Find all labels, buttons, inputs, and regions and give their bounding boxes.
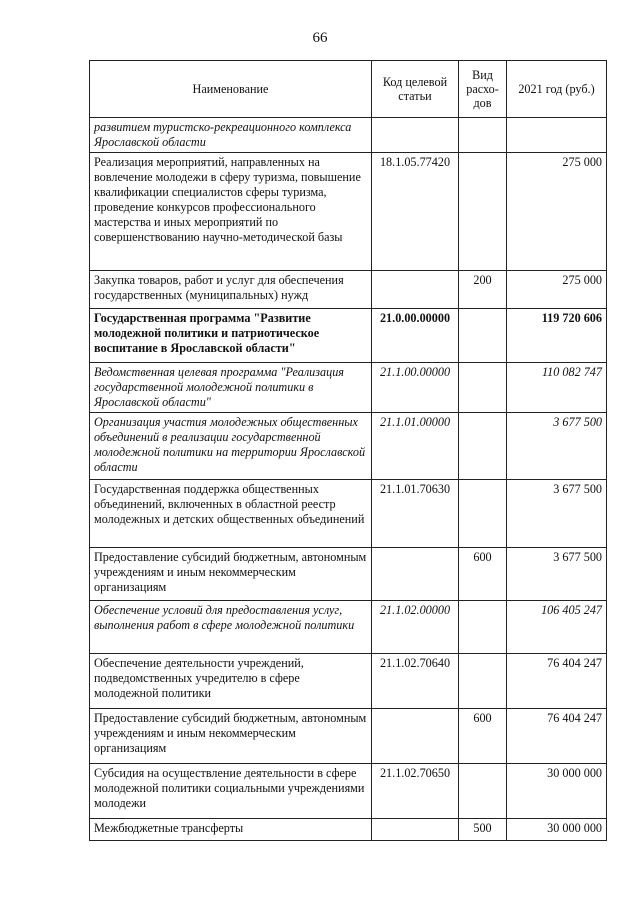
row-code [372,271,459,309]
row-name: Обеспечение деятельности учреждений, подведомственных учредителю в сфере молодежной политики [90,654,372,709]
budget-table [89,60,607,841]
row-type [459,363,507,413]
row-type: 500 [459,819,507,841]
row-code: 21.0.00.00000 [372,309,459,363]
row-amount: 30 000 000 [507,764,607,819]
table-row [90,153,607,271]
table-row [90,480,607,548]
row-type: 200 [459,271,507,309]
table-row [90,413,607,480]
row-amount: 3 677 500 [507,413,607,480]
table-row [90,548,607,601]
row-code [372,118,459,153]
row-type [459,654,507,709]
table-row [90,654,607,709]
header-name: Наименование [90,61,372,118]
row-code: 21.1.00.00000 [372,363,459,413]
table-row [90,764,607,819]
row-amount: 76 404 247 [507,654,607,709]
row-type [459,764,507,819]
row-name: Реализация мероприятий, направленных на вовлечение молодежи в сферу туризма, повышение квалификации специалистов сферы туризма, проведение конкурсов профессионального мастерства и иных мероприятий по совершенствованию научно-методической базы [90,153,372,271]
row-code: 21.1.02.70640 [372,654,459,709]
page-number: 66 [312,30,328,46]
table-row [90,819,607,841]
row-name: Межбюджетные трансферты [90,819,372,841]
header-code: Код целевой статьи [372,61,459,118]
table-header-row [90,61,607,118]
row-type [459,309,507,363]
row-amount: 3 677 500 [507,480,607,548]
row-name: Организация участия молодежных общественных объединений в реализации государственной молодежной политики на территории Ярославской области [90,413,372,480]
row-name: развитием туристско-рекреационного комплекса Ярославской области [90,118,372,153]
row-type [459,118,507,153]
row-code: 21.1.02.00000 [372,601,459,654]
row-code: 21.1.02.70650 [372,764,459,819]
row-name: Государственная программа "Развитие молодежной политики и патриотическое воспитание в Ярославской области" [90,309,372,363]
row-amount: 275 000 [507,153,607,271]
row-name: Закупка товаров, работ и услуг для обеспечения государственных (муниципальных) нужд [90,271,372,309]
table-row [90,363,607,413]
row-code: 21.1.01.70630 [372,480,459,548]
row-name: Предоставление субсидий бюджетным, автономным учреждениям и иным некоммерческим организациям [90,709,372,764]
row-type: 600 [459,548,507,601]
row-code [372,819,459,841]
row-type [459,153,507,271]
row-code: 18.1.05.77420 [372,153,459,271]
row-name: Ведомственная целевая программа "Реализация государственной молодежной политики в Ярославской области" [90,363,372,413]
table-row [90,601,607,654]
row-amount: 110 082 747 [507,363,607,413]
table-row [90,709,607,764]
row-name: Обеспечение условий для предоставления услуг, выполнения работ в сфере молодежной политики [90,601,372,654]
row-name: Предоставление субсидий бюджетным, автономным учреждениям и иным некоммерческим организациям [90,548,372,601]
row-code [372,709,459,764]
row-name: Субсидия на осуществление деятельности в сфере молодежной политики социальными учреждениями молодежи [90,764,372,819]
table-row [90,309,607,363]
table-row [90,118,607,153]
row-code [372,548,459,601]
table-row [90,271,607,309]
row-type [459,413,507,480]
header-type: Вид расхо-дов [459,61,507,118]
row-code: 21.1.01.00000 [372,413,459,480]
row-amount: 275 000 [507,271,607,309]
row-type [459,601,507,654]
row-amount: 30 000 000 [507,819,607,841]
header-amount: 2021 год (руб.) [507,61,607,118]
row-type [459,480,507,548]
row-amount: 3 677 500 [507,548,607,601]
row-amount [507,118,607,153]
row-name: Государственная поддержка общественных объединений, включенных в областной реестр молодежных и детских общественных объединений [90,480,372,548]
row-type: 600 [459,709,507,764]
row-amount: 106 405 247 [507,601,607,654]
row-amount: 76 404 247 [507,709,607,764]
row-amount: 119 720 606 [507,309,607,363]
